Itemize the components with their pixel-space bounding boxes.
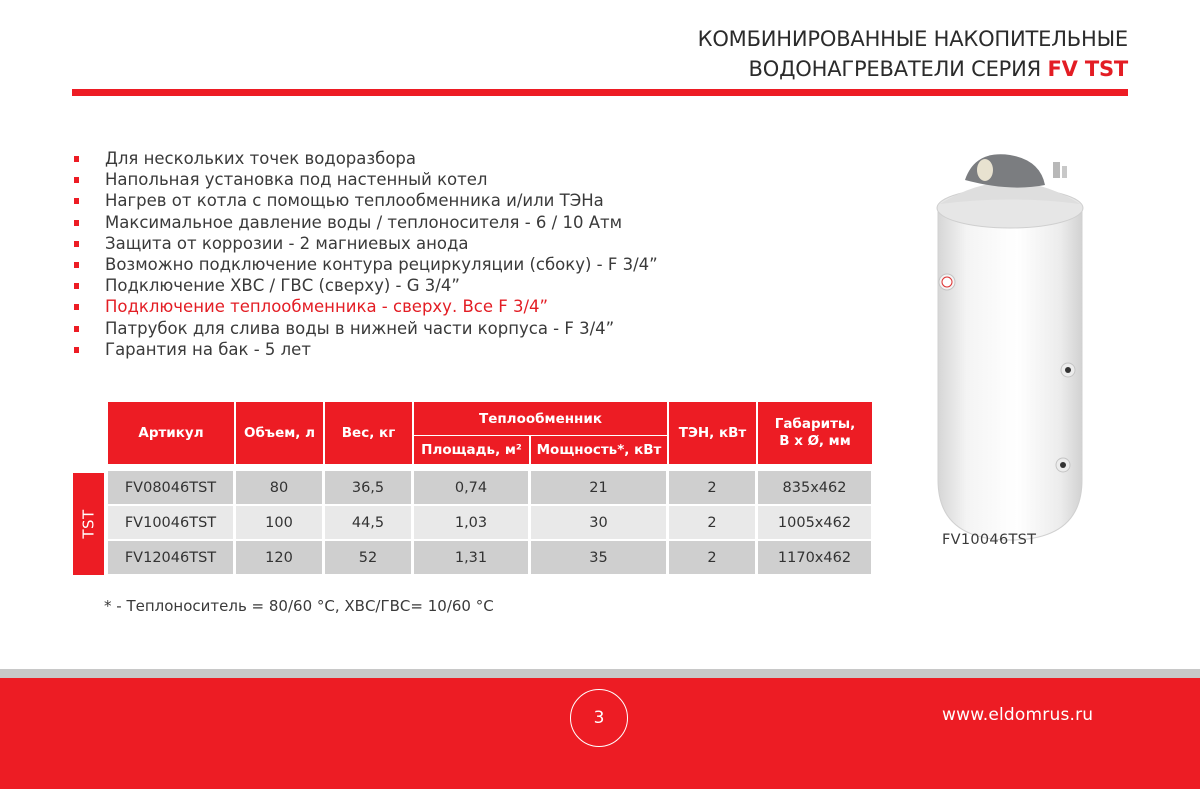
water-heater-image <box>930 140 1090 550</box>
feature-text: Защита от коррозии - 2 магниевых анода <box>105 233 469 253</box>
header-power: Мощность*, кВт <box>531 436 668 465</box>
cell-dims: 1005x462 <box>758 506 873 541</box>
cell-weight: 52 <box>325 541 413 576</box>
website-link[interactable]: www.eldomrus.ru <box>942 705 1094 725</box>
bullet-icon <box>74 304 79 310</box>
feature-item <box>72 339 658 360</box>
cell-ten: 2 <box>669 471 757 506</box>
table-row <box>108 541 873 576</box>
header-weight: Вес, кг <box>325 402 413 465</box>
series-tab <box>73 473 104 575</box>
bullet-icon <box>74 283 79 289</box>
feature-list <box>72 148 658 360</box>
header-ten: ТЭН, кВт <box>669 402 757 465</box>
series-tab-label: TST <box>79 509 98 539</box>
feature-text: Нагрев от котла с помощью теплообменника и/или ТЭНа <box>105 191 604 211</box>
cell-article: FV08046TST <box>108 471 235 506</box>
feature-item <box>72 275 658 296</box>
bullet-icon <box>74 177 79 183</box>
feature-item <box>72 212 658 233</box>
footer-divider <box>0 669 1200 678</box>
bullet-icon <box>74 326 79 332</box>
feature-text: Для нескольких точек водоразбора <box>105 149 417 168</box>
feature-item <box>72 296 658 317</box>
feature-item <box>72 318 658 339</box>
feature-item <box>72 254 658 275</box>
header-dimensions-line2: В х Ø, мм <box>779 433 851 449</box>
cell-area: 0,74 <box>414 471 530 506</box>
feature-item <box>72 148 658 169</box>
cell-article: FV12046TST <box>108 541 235 576</box>
cell-ten: 2 <box>669 506 757 541</box>
cell-ten: 2 <box>669 541 757 576</box>
title-line-2 <box>698 54 1128 84</box>
cell-power: 21 <box>531 471 668 506</box>
header-area: Площадь, м² <box>414 436 530 465</box>
product-caption: FV10046TST <box>942 532 1037 548</box>
cell-dims: 835x462 <box>758 471 873 506</box>
feature-text: Патрубок для слива воды в нижней части корпуса - F 3/4” <box>105 318 615 338</box>
header-volume: Объем, л <box>236 402 324 465</box>
spec-table <box>107 402 874 576</box>
feature-item <box>72 190 658 211</box>
page-title <box>698 24 1128 84</box>
header-dimensions <box>758 402 873 465</box>
cell-weight: 44,5 <box>325 506 413 541</box>
cell-weight: 36,5 <box>325 471 413 506</box>
feature-item <box>72 233 658 254</box>
title-divider <box>72 89 1128 96</box>
feature-text: Максимальное давление воды / теплоносителя - 6 / 10 Атм <box>105 212 623 232</box>
bullet-icon <box>74 198 79 204</box>
cell-area: 1,31 <box>414 541 530 576</box>
series-name: FV TST <box>1047 57 1128 81</box>
cell-power: 35 <box>531 541 668 576</box>
bullet-icon <box>74 262 79 268</box>
title-line-1: КОМБИНИРОВАННЫЕ НАКОПИТЕЛЬНЫЕ <box>697 27 1128 51</box>
feature-item <box>72 169 658 190</box>
page-number: 3 <box>570 689 628 747</box>
feature-text: Возможно подключение контура рециркуляции (сбоку) - F 3/4” <box>105 255 658 275</box>
bullet-icon <box>74 241 79 247</box>
feature-text: Напольная установка под настенный котел <box>105 170 488 190</box>
table-row <box>108 471 873 506</box>
header-dimensions-line1: Габариты, <box>774 416 856 432</box>
bullet-icon <box>74 156 79 162</box>
cell-area: 1,03 <box>414 506 530 541</box>
bullet-icon <box>74 220 79 226</box>
feature-text: Подключение ХВС / ГВС (сверху) - G 3/4” <box>105 276 460 296</box>
title-line-2-prefix: ВОДОНАГРЕВАТЕЛИ СЕРИЯ <box>748 57 1048 81</box>
cell-volume: 120 <box>236 541 324 576</box>
footnote: * - Теплоноситель = 80/60 °С, ХВС/ГВС= 10/60 °С <box>104 597 494 615</box>
feature-text: Гарантия на бак - 5 лет <box>105 339 311 359</box>
cell-volume: 80 <box>236 471 324 506</box>
cell-article: FV10046TST <box>108 506 235 541</box>
table-row <box>108 506 873 541</box>
header-article: Артикул <box>108 402 235 465</box>
header-heat-exchanger: Теплообменник <box>414 402 668 436</box>
cell-dims: 1170x462 <box>758 541 873 576</box>
bullet-icon <box>74 347 79 353</box>
cell-volume: 100 <box>236 506 324 541</box>
cell-power: 30 <box>531 506 668 541</box>
feature-text: Подключение теплообменника - сверху. Все F 3/4” <box>105 297 549 317</box>
